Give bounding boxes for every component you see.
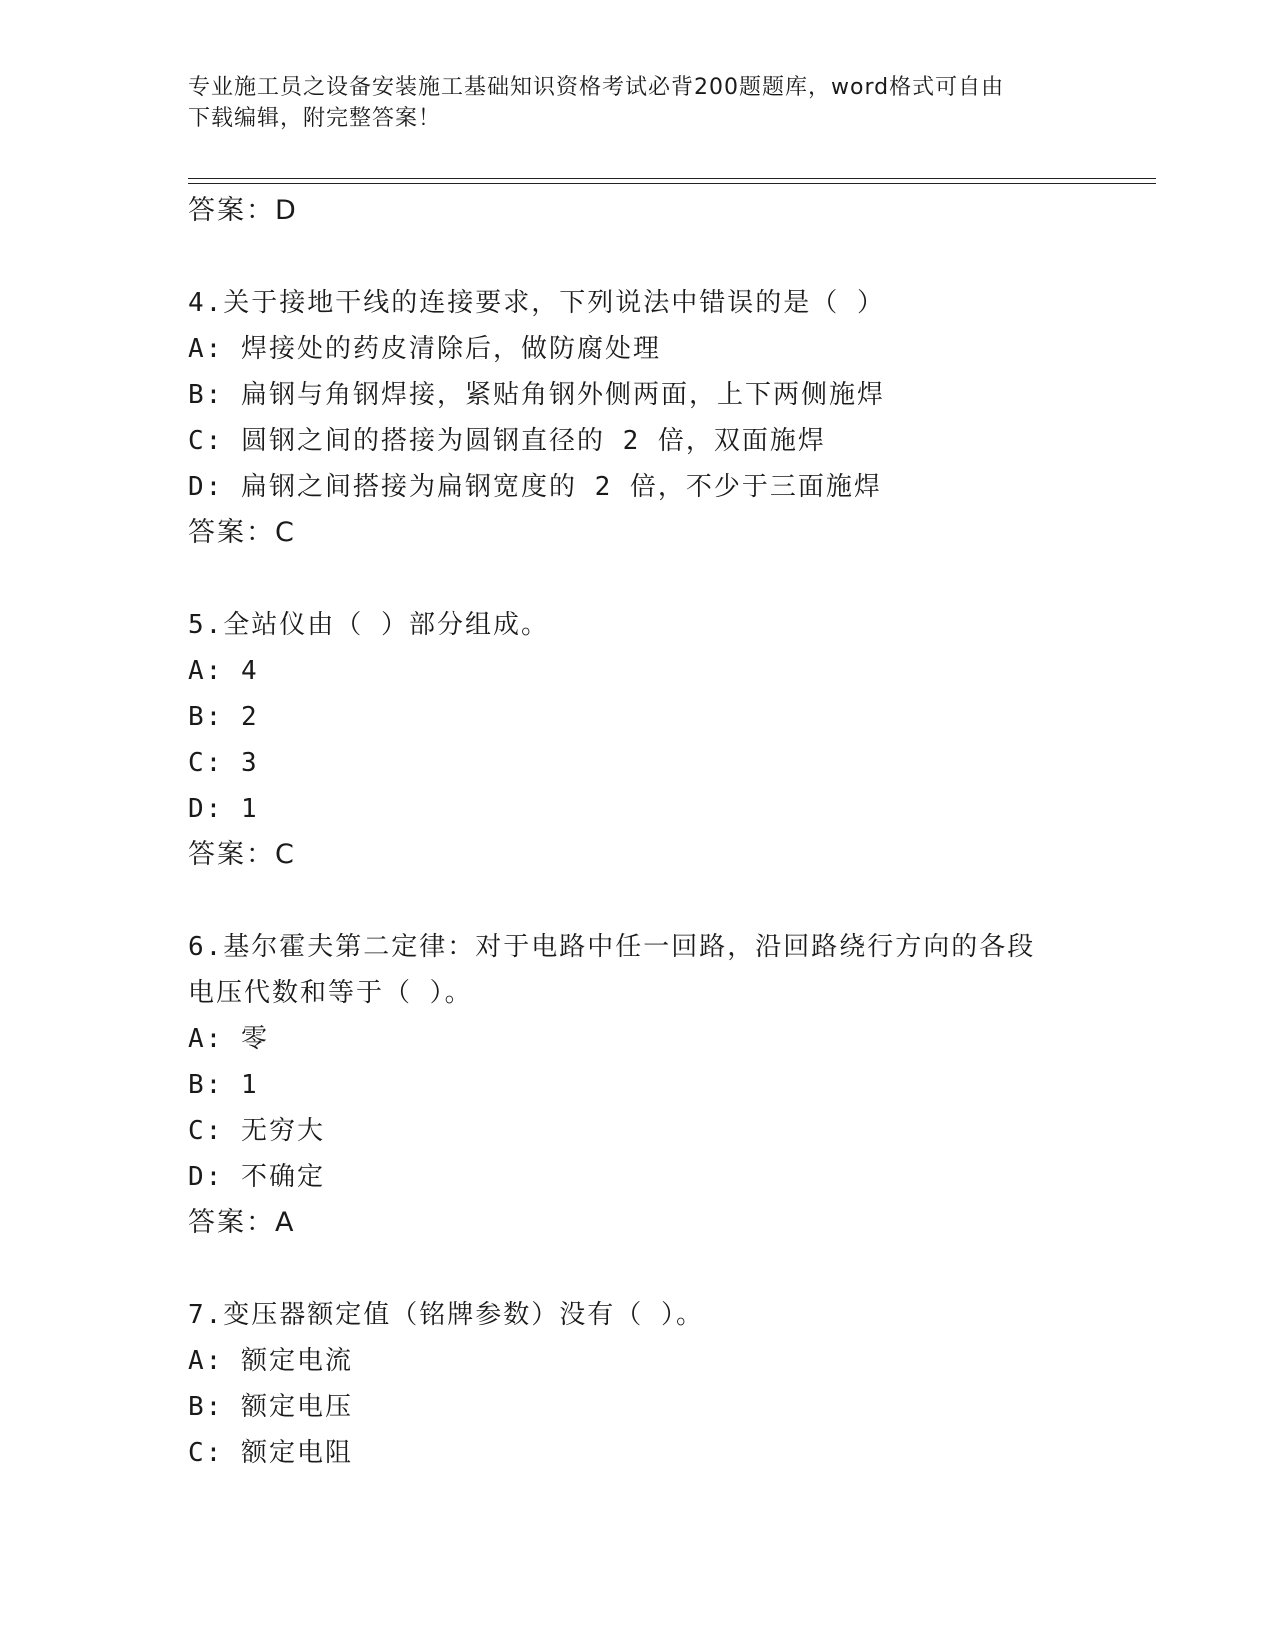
- option-a: A: 焊接处的药皮清除后，做防腐处理: [188, 334, 661, 364]
- answer-line: [188, 832, 1088, 878]
- answer-value: A: [275, 1207, 295, 1238]
- answer-line: [188, 188, 1088, 234]
- question-text: 7.变压器额定值（铭牌参数）没有（ ）。: [188, 1300, 704, 1330]
- header-divider-top: [188, 178, 1156, 179]
- option-c: C: 无穷大: [188, 1116, 325, 1146]
- option-c: C: 额定电阻: [188, 1438, 353, 1468]
- answer-value: C: [275, 839, 295, 870]
- spacer: [188, 878, 1088, 924]
- answer-label: 答案：: [188, 517, 275, 548]
- option-d: D: 不确定: [188, 1162, 325, 1192]
- document-header: [188, 72, 1088, 134]
- question-text-line-2: 电压代数和等于（ ）。: [188, 978, 473, 1008]
- option-d: D: 1: [188, 794, 259, 824]
- option-b: B: 1: [188, 1070, 259, 1100]
- option-d: D: 扁钢之间搭接为扁钢宽度的 2 倍，不少于三面施焊: [188, 472, 882, 502]
- option-c: C: 圆钢之间的搭接为圆钢直径的 2 倍，双面施焊: [188, 426, 826, 456]
- document-body: [188, 188, 1088, 1476]
- answer-value: C: [275, 517, 295, 548]
- question-text: 5.全站仪由（ ）部分组成。: [188, 610, 549, 640]
- question-text: 4.关于接地干线的连接要求，下列说法中错误的是（ ）: [188, 288, 885, 318]
- spacer: [188, 556, 1088, 602]
- option-a: A: 额定电流: [188, 1346, 353, 1376]
- answer-label: 答案：: [188, 1207, 275, 1238]
- option-b: B: 2: [188, 702, 259, 732]
- option-a: A: 4: [188, 656, 259, 686]
- spacer: [188, 1246, 1088, 1292]
- answer-line: [188, 510, 1088, 556]
- spacer: [188, 234, 1088, 280]
- question-text-line-1: 6.基尔霍夫第二定律：对于电路中任一回路，沿回路绕行方向的各段: [188, 932, 1036, 962]
- answer-value: D: [275, 195, 297, 226]
- option-c: C: 3: [188, 748, 259, 778]
- option-b: B: 额定电压: [188, 1392, 353, 1422]
- header-divider-bottom: [188, 183, 1156, 184]
- answer-label: 答案：: [188, 839, 275, 870]
- header-line-1: 专业施工员之设备安装施工基础知识资格考试必背200题题库，word格式可自由: [188, 75, 1005, 100]
- option-a: A: 零: [188, 1024, 269, 1054]
- header-line-2: 下载编辑，附完整答案！: [188, 106, 442, 131]
- answer-label: 答案：: [188, 195, 275, 226]
- answer-line: [188, 1200, 1088, 1246]
- option-b: B: 扁钢与角钢焊接，紧贴角钢外侧两面，上下两侧施焊: [188, 380, 885, 410]
